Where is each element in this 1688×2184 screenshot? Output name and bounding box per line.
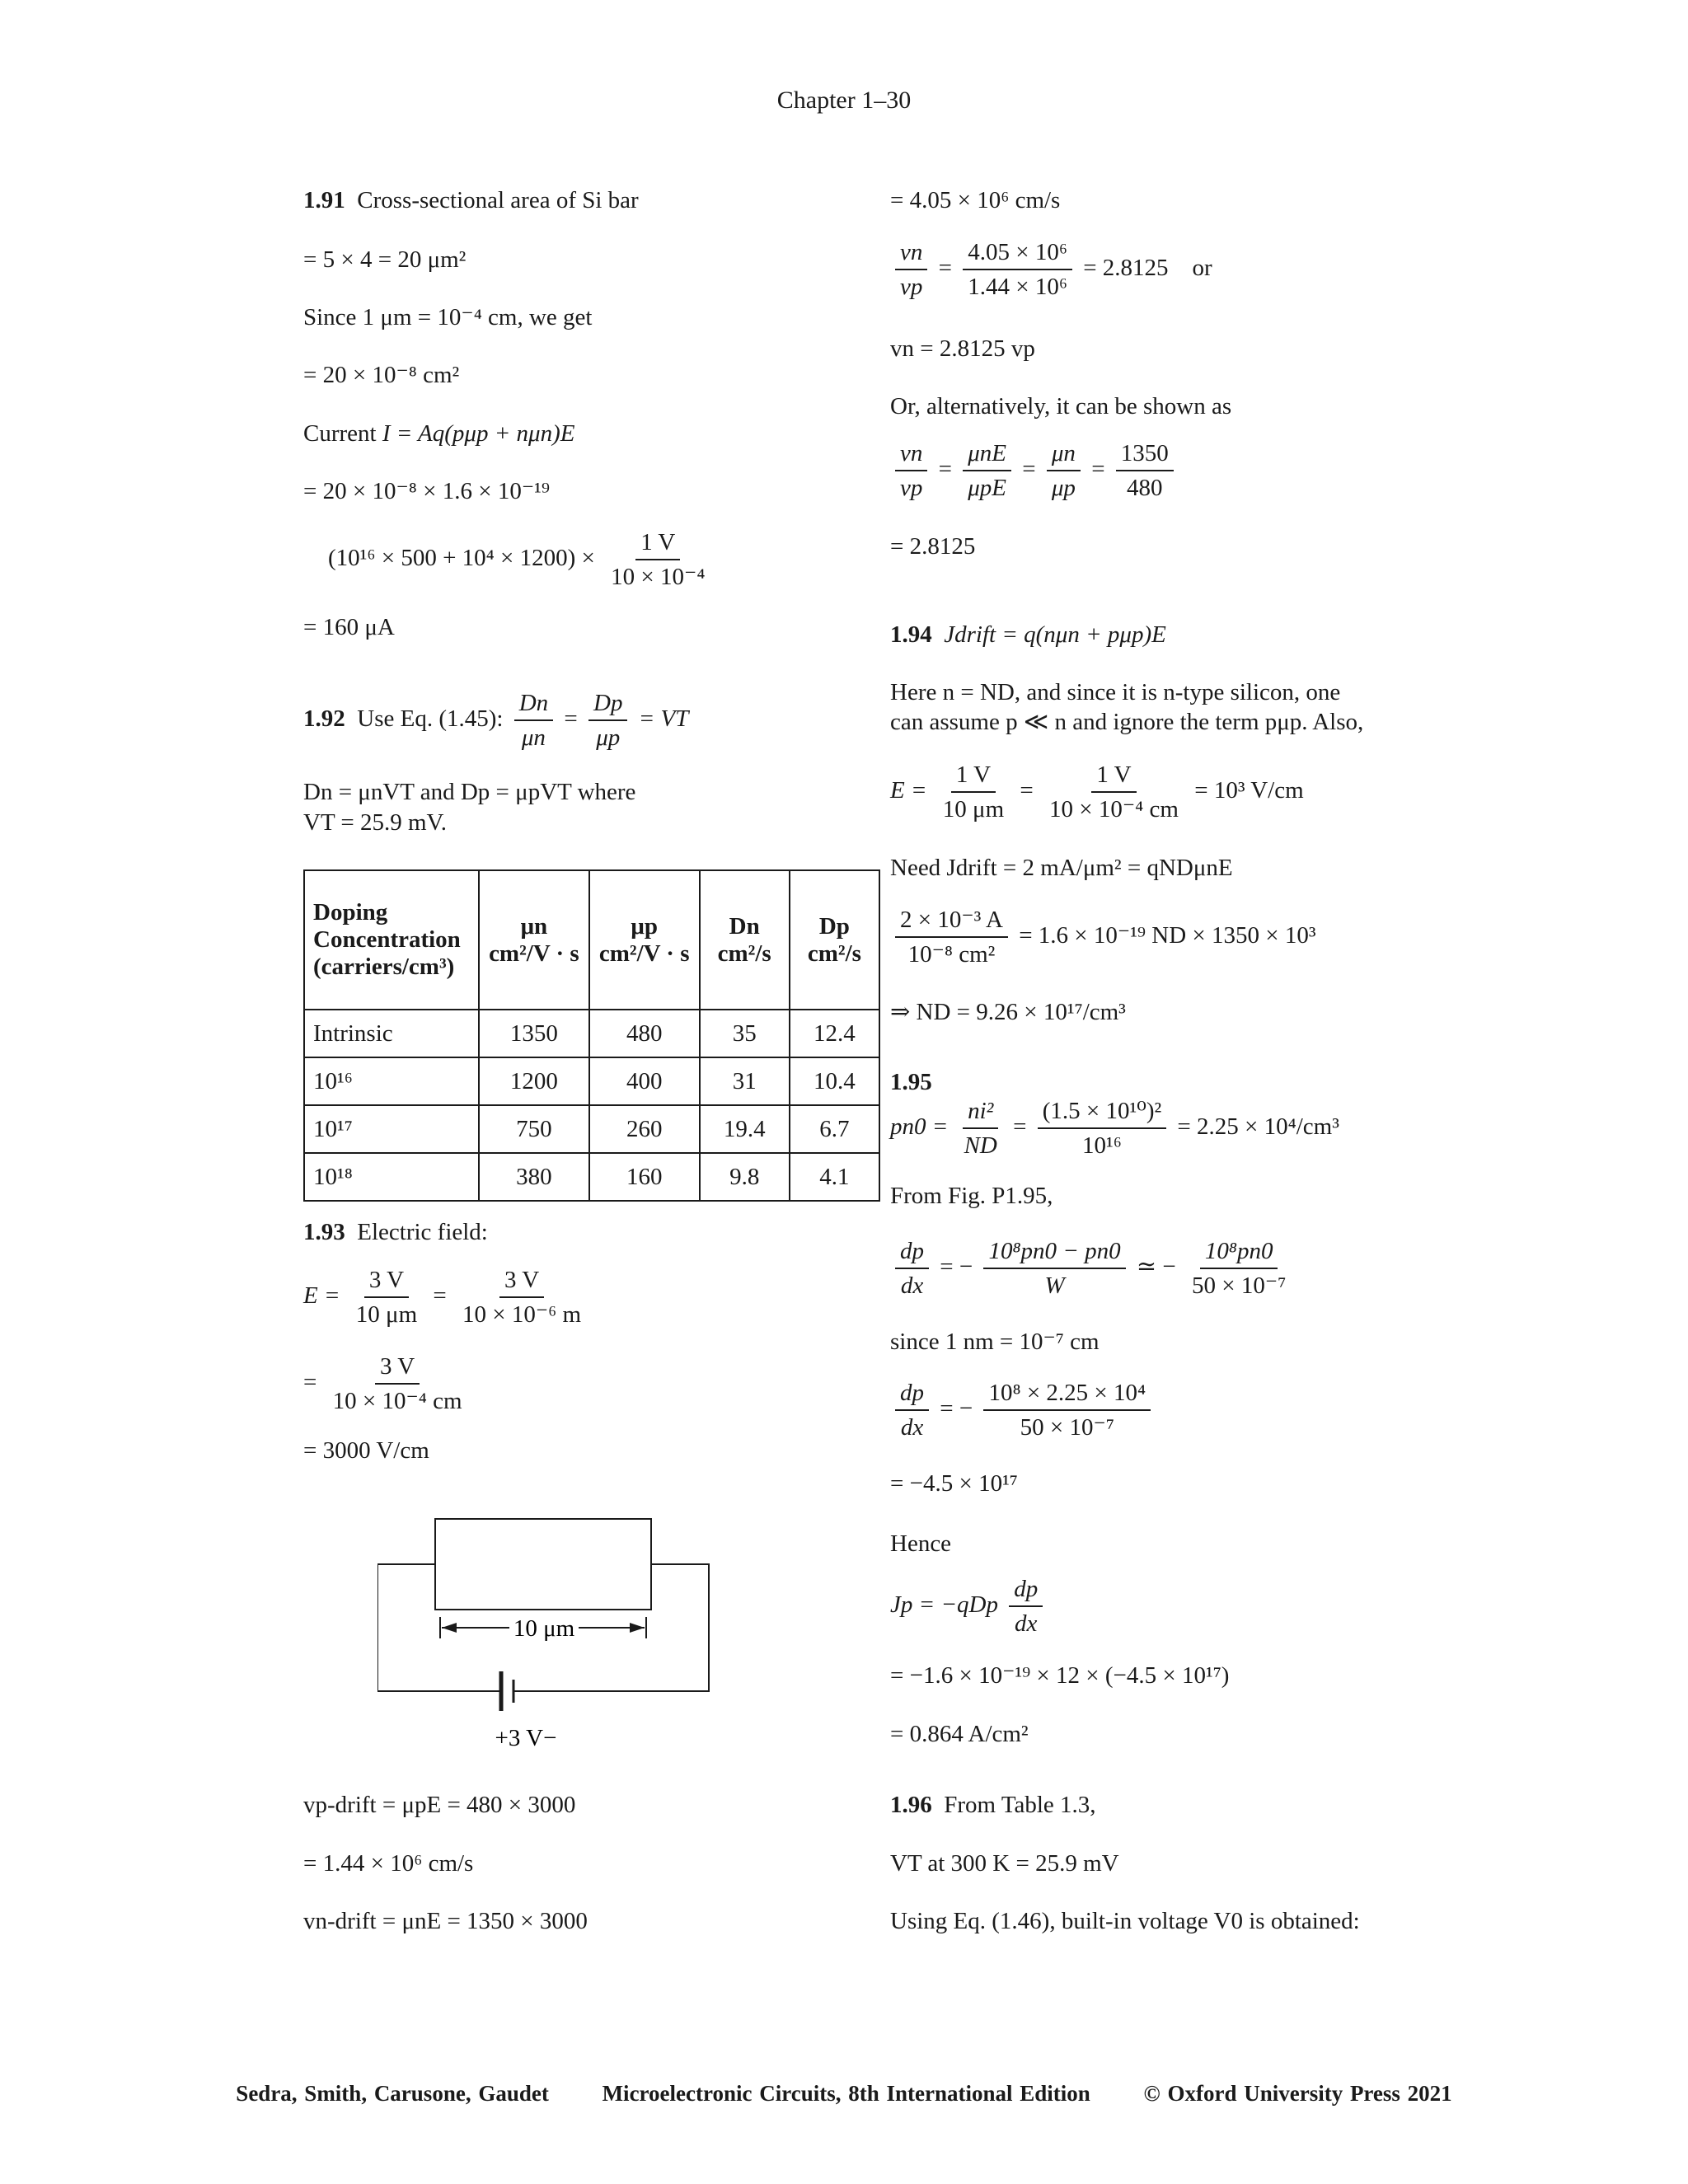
equation-line: = 20 × 10⁻⁸ cm² xyxy=(303,362,460,388)
table-cell: 10¹⁷ xyxy=(304,1105,479,1153)
length-label: 10 μm xyxy=(513,1615,575,1642)
problem-1-91-heading xyxy=(303,185,639,215)
table-row xyxy=(304,1010,879,1057)
equation-line: $\frac{dp}{dx}$ = − $\frac{\text{10⁸pn0 − pn0}}{W}$ ≃ − $\frac{\text{10⁸pn0}}{\text{50 × 10⁻⁷}}$ xyxy=(890,1236,1296,1301)
equation-line: vn = 2.8125 vp xyxy=(890,335,1035,362)
equation-line: = 0.864 A/cm² xyxy=(890,1721,1029,1747)
table-cell: 10.4 xyxy=(790,1057,879,1105)
equation-line: = −4.5 × 10¹⁷ xyxy=(890,1470,1018,1497)
table-cell: 480 xyxy=(589,1010,700,1057)
table-header: Doping Concentration (carriers/cm³) xyxy=(304,870,479,1010)
problem-number: 1.92 xyxy=(303,705,345,732)
equation-line: = 2.8125 xyxy=(890,533,976,560)
table-cell: 10¹⁶ xyxy=(304,1057,479,1105)
table-row xyxy=(304,1105,879,1153)
problem-1-95-heading xyxy=(890,1067,932,1097)
text-line: Here n = ND, and since it is n-type silicon, one xyxy=(890,679,1341,705)
text-line: can assume p ≪ n and ignore the term pμp. Also, xyxy=(890,709,1364,735)
equation-line: (10¹⁶ × 500 + 10⁴ × 1200) × $\frac{1 V}{\text{10 × 10⁻⁴}}$ xyxy=(328,527,715,593)
table-cell: 9.8 xyxy=(700,1153,790,1201)
doping-table xyxy=(303,869,880,1202)
problem-1-94-heading: 1.94 Jdrift = q(nμn + pμp)E xyxy=(890,621,1166,648)
fraction: $\frac{1 V}{\text{10 × 10⁻⁴}}$ xyxy=(611,529,706,591)
table-cell: 260 xyxy=(589,1105,700,1153)
text-line: Hence xyxy=(890,1530,952,1557)
table-row xyxy=(304,1057,879,1105)
equation-line: Current I = Aq(pμp + nμn)E xyxy=(303,420,575,447)
table-cell: 10¹⁸ xyxy=(304,1153,479,1201)
table-cell: 6.7 xyxy=(790,1105,879,1153)
table-cell: Intrinsic xyxy=(304,1010,479,1057)
text-line: VT at 300 K = 25.9 mV xyxy=(890,1850,1119,1877)
equation-line: = 5 × 4 = 20 μm² xyxy=(303,246,467,273)
text-line: Since 1 μm = 10⁻⁴ cm, we get xyxy=(303,304,593,330)
table-cell: 35 xyxy=(700,1010,790,1057)
table-cell: 1200 xyxy=(479,1057,589,1105)
page-footer xyxy=(0,2081,1688,2107)
equation-line: = 3000 V/cm xyxy=(303,1437,429,1464)
text-line: Or, alternatively, it can be shown as xyxy=(890,393,1232,419)
table-header: Dn cm²/s xyxy=(700,870,790,1010)
table-cell: 19.4 xyxy=(700,1105,790,1153)
table-cell: 4.1 xyxy=(790,1153,879,1201)
table-header: Dp cm²/s xyxy=(790,870,879,1010)
problem-1-93-heading: 1.93 Electric field: xyxy=(303,1219,488,1245)
problem-number: 1.94 xyxy=(890,621,932,648)
table-cell: 160 xyxy=(589,1153,700,1201)
equation-line: = $\frac{3 V}{\text{10 × 10⁻⁴ cm}}$ xyxy=(303,1353,462,1415)
circuit-diagram xyxy=(377,1516,724,1755)
table-cell: 31 xyxy=(700,1057,790,1105)
text-line: Dn = μnVT and Dp = μpVT where xyxy=(303,779,636,805)
problem-number: 1.93 xyxy=(303,1219,345,1245)
text-line: since 1 nm = 10⁻⁷ cm xyxy=(890,1329,1100,1355)
footer-book-title: Microelectronic Circuits, 8th International Edition xyxy=(602,2081,1090,2106)
footer-authors: Sedra, Smith, Carusone, Gaudet xyxy=(236,2081,549,2106)
text-line: VT = 25.9 mV. xyxy=(303,809,447,836)
problem-number: 1.95 xyxy=(890,1069,932,1095)
page-header: Chapter 1–30 xyxy=(776,87,912,114)
equation-line: E = $\frac{1 V}{10 \mu m}$ = $\frac{1 V}{\text{10 × 10⁻⁴ cm}}$ = 10³ V/cm xyxy=(890,762,1304,823)
problem-title: Cross-sectional area of Si bar xyxy=(357,187,639,213)
table-cell: 1350 xyxy=(479,1010,589,1057)
table-cell: 12.4 xyxy=(790,1010,879,1057)
equation-line: = 20 × 10⁻⁸ × 1.6 × 10⁻¹⁹ xyxy=(303,478,550,504)
table-header: μp cm²/V · s xyxy=(589,870,700,1010)
table-cell: 400 xyxy=(589,1057,700,1105)
problem-1-96-heading: 1.96 From Table 1.3, xyxy=(890,1792,1096,1818)
equation-line: E = $\frac{3 V}{10 \mu m}$ = $\frac{3 V}{\text{10 × 10⁻⁶ m}}$ xyxy=(303,1267,582,1329)
equation-line: $\frac{vn}{vp}$ = $\frac{\text{4.05 × 10⁶}}{\text{1.44 × 10⁶}}$ = 2.8125 or xyxy=(890,237,1212,302)
table-cell: 750 xyxy=(479,1105,589,1153)
equation-line: = −1.6 × 10⁻¹⁹ × 12 × (−4.5 × 10¹⁷) xyxy=(890,1662,1230,1689)
problem-number: 1.96 xyxy=(890,1792,932,1818)
equation-line: = 160 μA xyxy=(303,614,395,640)
equation-line: vn-drift = μnE = 1350 × 3000 xyxy=(303,1908,588,1934)
battery-label: +3 V− xyxy=(495,1725,557,1751)
equation-line: = 4.05 × 10⁶ cm/s xyxy=(890,187,1061,213)
equation-line: $\frac{\text{2 × 10⁻³ A}}{\text{10⁻⁸ cm²}}$ = 1.6 × 10⁻¹⁹ ND × 1350 × 10³ xyxy=(890,905,1316,970)
table-row xyxy=(304,1153,879,1201)
equation-line: $\frac{dp}{dx}$ = − $\frac{\text{10⁸ × 2.25 × 10⁴}}{\text{50 × 10⁻⁷}}$ xyxy=(890,1378,1156,1443)
equation-line: vp-drift = μpE = 480 × 3000 xyxy=(303,1792,576,1818)
equation-line: = 1.44 × 10⁶ cm/s xyxy=(303,1850,474,1877)
text-line: From Fig. P1.95, xyxy=(890,1183,1053,1209)
equation-line: Jp = −qDp $\frac{dp}{dx}$ xyxy=(890,1574,1048,1639)
text-line: Using Eq. (1.46), built-in voltage V0 is obtained: xyxy=(890,1908,1360,1934)
problem-1-92-heading: 1.92 Use Eq. (1.45): $\frac{Dn}{\mu n}$ = $\frac{Dp}{\mu p}$ = VT xyxy=(303,690,689,752)
equation-line: ⇒ ND = 9.26 × 10¹⁷/cm³ xyxy=(890,999,1126,1025)
table-header-row xyxy=(304,870,879,1010)
equation-line: $\frac{vn}{vp}$ = $\frac{\text{μnE}}{\text{μpE}}$ = $\frac{\mu n}{\mu p}$ = $\frac{1350}{480}$ xyxy=(890,438,1179,504)
problem-number: 1.91 xyxy=(303,187,345,213)
footer-copyright: © Oxford University Press 2021 xyxy=(1143,2081,1452,2106)
silicon-bar xyxy=(435,1519,651,1610)
equation-line: Need Jdrift = 2 mA/μm² = qNDμnE xyxy=(890,855,1233,881)
table-header: μn cm²/V · s xyxy=(479,870,589,1010)
equation-line: pn0 = $\frac{\text{ni²}}{ND}$ = $\frac{\text{(1.5 × 10¹⁰)²}}{\text{10¹⁶}}$ = 2.25 × 10⁴/cm³ xyxy=(890,1098,1339,1160)
table-cell: 380 xyxy=(479,1153,589,1201)
